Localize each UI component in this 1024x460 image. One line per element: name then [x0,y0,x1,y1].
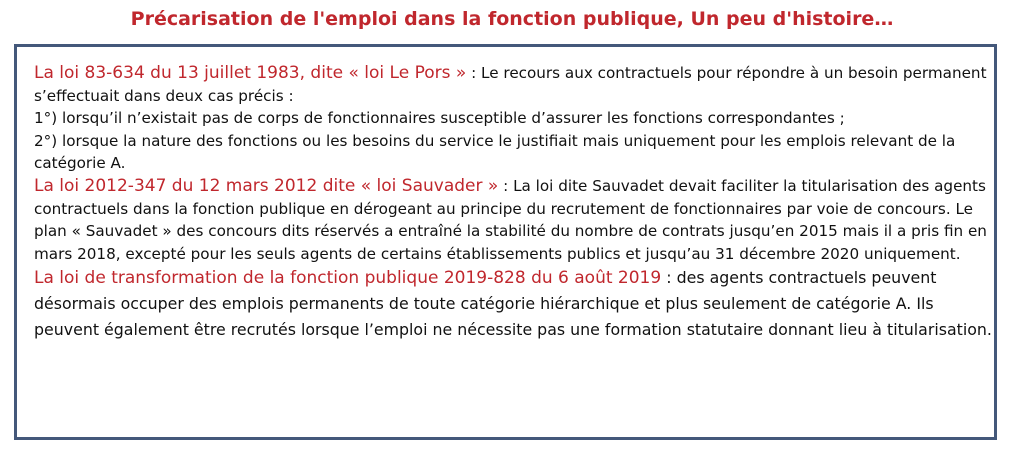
section-paragraph [34,265,996,343]
list-item: 2°) lorsque la nature des fonctions ou les besoins du service le justifiait mais uniquement pour les emplois relevant de la catégorie A. [34,131,956,173]
law-text: : La loi dite Sauvadet devait faciliter la titularisation des agents contractuels dans la fonction publique en dérogeant au principe du recrutement de fonctionnaires par voie de concours. Le plan « Sauvadet » des concours dits réservés a entraîné la stabilité du nombre de contrats jusqu’en 2015 mais il a pris fin en mars 2018, excepté pour les seuls agents de certains établissements publics et jusqu’au 31 décembre 2020 uniquement. [34,176,987,263]
law-title: La loi 83-634 du 13 juillet 1983, dite « loi Le Pors » [34,63,467,83]
law-title: La loi 2012-347 du 12 mars 2012 dite « loi Sauvader » [34,175,499,196]
law-text: : Le recours aux contractuels pour répondre à un besoin permanent s’effectuait dans deux cas précis : [34,64,987,105]
list-item: 1°) lorsqu’il n’existait pas de corps de fonctionnaires susceptible d’assurer les fonctions correspondantes ; [34,109,845,128]
content-body [34,62,996,343]
section-paragraph [34,175,996,265]
law-title: La loi de transformation de la fonction publique 2019-828 du 6 août 2019 [34,268,662,289]
section-paragraph [34,62,996,107]
section-loi-sauvadet [34,175,996,265]
section-loi-le-pors [34,62,996,175]
section-loi-transformation [34,265,996,343]
page-title: Précarisation de l'emploi dans la fonction publique, Un peu d'histoire… [130,8,894,30]
law-text: : des agents contractuels peuvent désormais occuper des emplois permanents de toute catégorie hiérarchique et plus seulement de catégorie A. Ils peuvent également être recrutés lorsque l’emploi ne nécessite pas une formation statutaire donnant lieu à titularisation. [34,268,992,340]
